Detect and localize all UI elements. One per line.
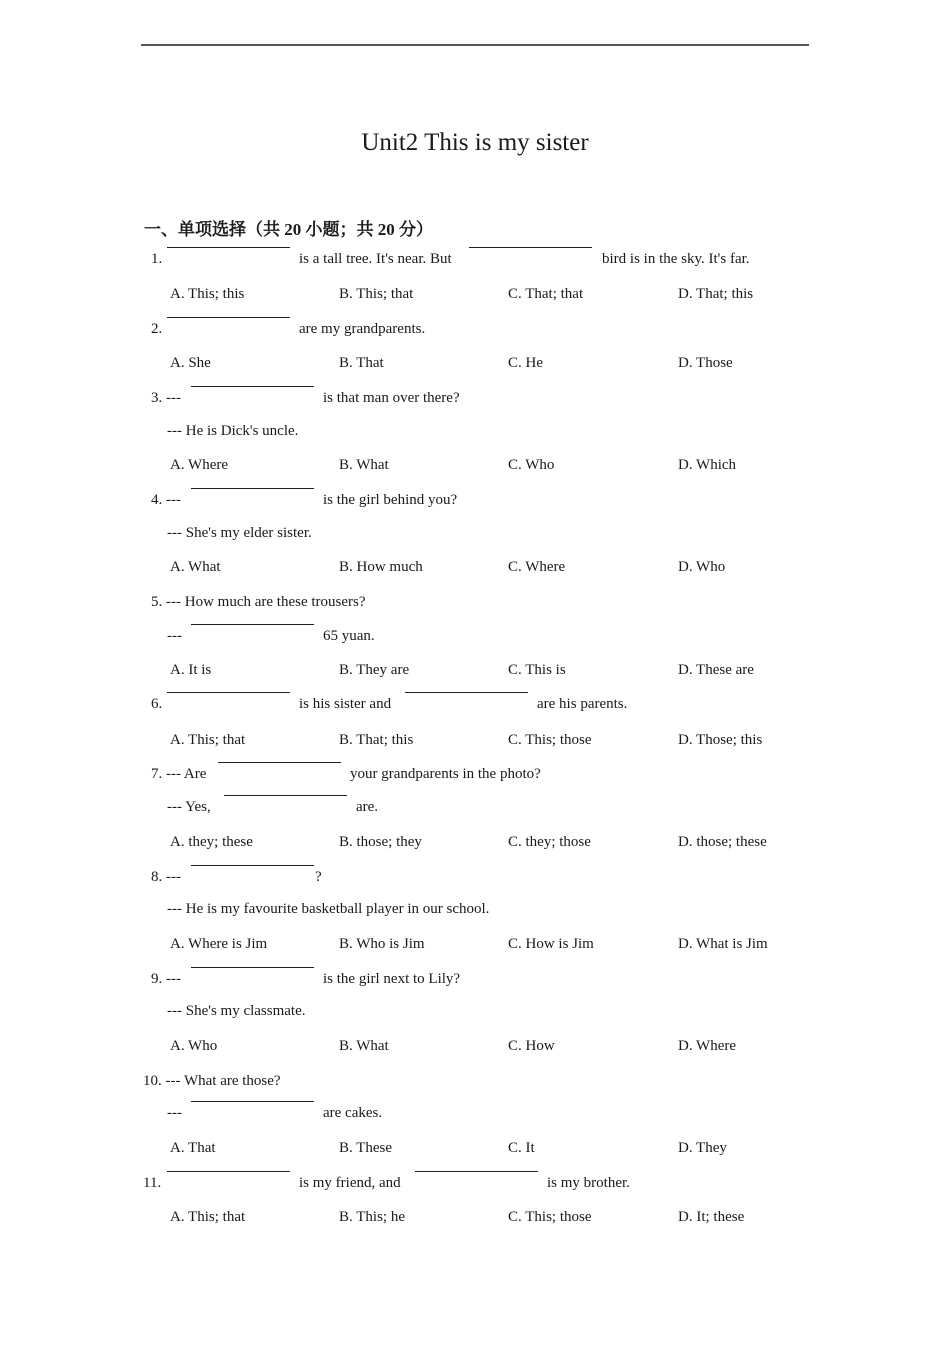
question-number: 3. --- bbox=[151, 390, 181, 406]
question-number: 8. --- bbox=[151, 869, 181, 885]
option-c[interactable]: C. He bbox=[508, 355, 543, 371]
answer-blank[interactable] bbox=[191, 967, 314, 968]
question-8 bbox=[151, 865, 851, 889]
reply-4 bbox=[167, 521, 767, 545]
answer-blank[interactable] bbox=[167, 1171, 290, 1172]
question-text: is my brother. bbox=[547, 1175, 630, 1191]
question-6 bbox=[151, 692, 851, 716]
option-a[interactable]: A. This; that bbox=[170, 1209, 246, 1225]
option-b[interactable]: B. That; this bbox=[339, 732, 414, 748]
option-a[interactable]: A. Where bbox=[170, 457, 229, 473]
reply-9 bbox=[167, 999, 767, 1023]
option-c[interactable]: C. How is Jim bbox=[508, 936, 594, 952]
question-number: 9. --- bbox=[151, 971, 181, 987]
question-text: are his parents. bbox=[537, 696, 628, 712]
option-b[interactable]: B. That bbox=[339, 355, 384, 371]
question-1 bbox=[151, 247, 851, 271]
answer-blank[interactable] bbox=[167, 247, 290, 248]
answer-blank[interactable] bbox=[405, 692, 528, 693]
answer-blank[interactable] bbox=[191, 865, 314, 866]
option-d[interactable]: D. What is Jim bbox=[678, 936, 768, 952]
question-text: your grandparents in the photo? bbox=[350, 766, 541, 782]
option-d[interactable]: D. Who bbox=[678, 559, 726, 575]
option-d[interactable]: D. These are bbox=[678, 662, 754, 678]
option-d[interactable]: D. They bbox=[678, 1140, 727, 1156]
option-b[interactable]: B. They are bbox=[339, 662, 410, 678]
option-d[interactable]: D. those; these bbox=[678, 834, 767, 850]
question-text: is that man over there? bbox=[323, 390, 460, 406]
option-a[interactable]: A. Where is Jim bbox=[170, 936, 268, 952]
option-c[interactable]: C. It bbox=[508, 1140, 535, 1156]
reply-text: --- He is Dick's uncle. bbox=[167, 423, 299, 439]
reply-prefix: --- bbox=[167, 628, 182, 644]
answer-blank[interactable] bbox=[191, 624, 314, 625]
question-text: 5. --- How much are these trousers? bbox=[151, 594, 366, 610]
option-d[interactable]: D. Where bbox=[678, 1038, 737, 1054]
option-d[interactable]: D. Those bbox=[678, 355, 733, 371]
option-d[interactable]: D. Which bbox=[678, 457, 737, 473]
question-text: 10. --- What are those? bbox=[143, 1073, 281, 1089]
reply-10 bbox=[167, 1101, 767, 1125]
question-number: 4. --- bbox=[151, 492, 181, 508]
reply-text: 65 yuan. bbox=[323, 628, 375, 644]
option-c[interactable]: C. Who bbox=[508, 457, 555, 473]
reply-5 bbox=[167, 624, 767, 648]
reply-text: --- She's my elder sister. bbox=[167, 525, 312, 541]
option-c[interactable]: C. How bbox=[508, 1038, 555, 1054]
header-rule bbox=[141, 44, 809, 46]
option-d[interactable]: D. It; these bbox=[678, 1209, 745, 1225]
option-b[interactable]: B. What bbox=[339, 1038, 389, 1054]
question-number: 11. bbox=[143, 1175, 162, 1191]
question-text: ? bbox=[315, 869, 322, 885]
question-number: 1. bbox=[151, 251, 163, 267]
reply-prefix: --- Yes, bbox=[167, 799, 211, 815]
option-a[interactable]: A. It is bbox=[170, 662, 212, 678]
page-title: Unit2 This is my sister bbox=[361, 129, 589, 156]
answer-blank[interactable] bbox=[191, 1101, 314, 1102]
option-a[interactable]: A. She bbox=[170, 355, 211, 371]
question-number: 7. --- Are bbox=[151, 766, 207, 782]
option-a[interactable]: A. That bbox=[170, 1140, 216, 1156]
option-c[interactable]: C. That; that bbox=[508, 286, 584, 302]
answer-blank[interactable] bbox=[167, 317, 290, 318]
answer-blank[interactable] bbox=[191, 386, 314, 387]
option-a[interactable]: A. Who bbox=[170, 1038, 218, 1054]
option-a[interactable]: A. What bbox=[170, 559, 221, 575]
answer-blank[interactable] bbox=[167, 692, 290, 693]
reply-7 bbox=[167, 795, 767, 819]
question-4 bbox=[151, 488, 851, 512]
question-text: is his sister and bbox=[299, 696, 392, 712]
question-text: bird is in the sky. It's far. bbox=[602, 251, 750, 267]
reply-text: are cakes. bbox=[323, 1105, 383, 1121]
reply-3 bbox=[167, 419, 767, 443]
question-text: is the girl behind you? bbox=[323, 492, 458, 508]
option-b[interactable]: B. This; he bbox=[339, 1209, 405, 1225]
option-b[interactable]: B. This; that bbox=[339, 286, 414, 302]
option-c[interactable]: C. This; those bbox=[508, 1209, 592, 1225]
question-text: is a tall tree. It's near. But bbox=[299, 251, 452, 267]
question-text: are my grandparents. bbox=[299, 321, 426, 337]
question-7 bbox=[151, 762, 851, 786]
question-11 bbox=[143, 1171, 843, 1195]
reply-prefix: --- bbox=[167, 1105, 182, 1121]
question-number: 2. bbox=[151, 321, 163, 337]
option-b[interactable]: B. What bbox=[339, 457, 389, 473]
reply-8 bbox=[167, 897, 817, 921]
option-a[interactable]: A. This; that bbox=[170, 732, 246, 748]
option-d[interactable]: D. Those; this bbox=[678, 732, 763, 748]
option-b[interactable]: B. those; they bbox=[339, 834, 422, 850]
option-a[interactable]: A. This; this bbox=[170, 286, 245, 302]
question-10 bbox=[143, 1069, 843, 1093]
option-c[interactable]: C. This; those bbox=[508, 732, 592, 748]
answer-blank[interactable] bbox=[415, 1171, 538, 1172]
option-c[interactable]: C. This is bbox=[508, 662, 566, 678]
reply-text: --- She's my classmate. bbox=[167, 1003, 306, 1019]
answer-blank[interactable] bbox=[224, 795, 347, 796]
option-d[interactable]: D. That; this bbox=[678, 286, 754, 302]
answer-blank[interactable] bbox=[469, 247, 592, 248]
question-5 bbox=[151, 590, 851, 614]
option-c[interactable]: C. they; those bbox=[508, 834, 591, 850]
option-b[interactable]: B. Who is Jim bbox=[339, 936, 425, 952]
option-b[interactable]: B. These bbox=[339, 1140, 393, 1156]
question-9 bbox=[151, 967, 851, 991]
question-number: 6. bbox=[151, 696, 163, 712]
question-text: is my friend, and bbox=[299, 1175, 401, 1191]
option-c[interactable]: C. Where bbox=[508, 559, 566, 575]
answer-blank[interactable] bbox=[218, 762, 341, 763]
answer-blank[interactable] bbox=[191, 488, 314, 489]
question-2 bbox=[151, 317, 851, 341]
reply-text: --- He is my favourite basketball player in our school. bbox=[167, 901, 490, 917]
question-3 bbox=[151, 386, 851, 410]
question-text: is the girl next to Lily? bbox=[323, 971, 461, 987]
option-b[interactable]: B. How much bbox=[339, 559, 423, 575]
reply-text: are. bbox=[356, 799, 379, 815]
section-heading: 一、单项选择（共 20 小题；共 20 分） bbox=[144, 220, 433, 239]
option-a[interactable]: A. they; these bbox=[170, 834, 253, 850]
